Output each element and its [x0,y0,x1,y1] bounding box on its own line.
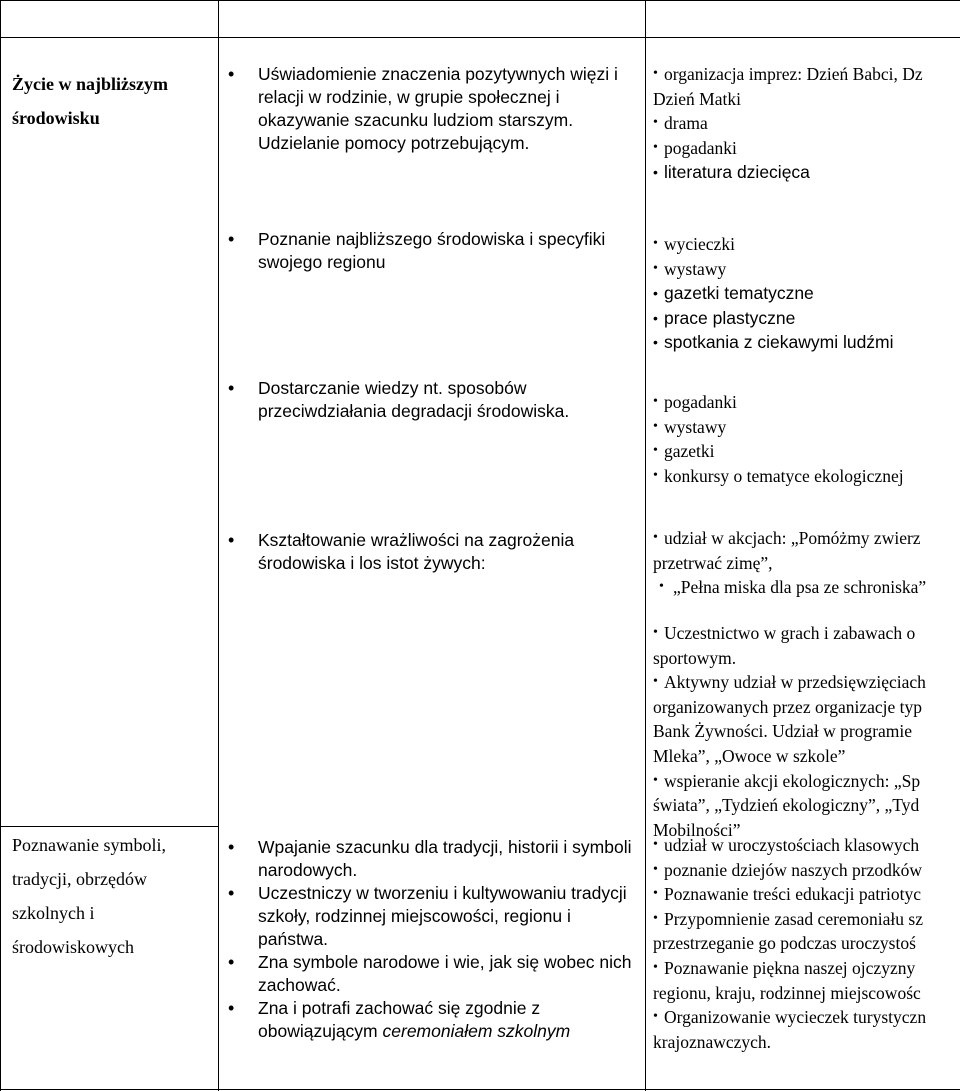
category-line: tradycji, obrzędów [12,869,147,889]
form-item: • Uczestnictwo w grach i zabawach o [653,621,960,646]
objective-item: • Uczestniczy w tworzeniu i kultywowaniu tradycji szkoły, rodzinnej miejscowości, regionu i państwa. [222,882,632,951]
form-item-continuation: Bank Żywności. Udział w programie [653,721,913,742]
objective-text-italic: ceremoniałem szkolnym [382,1021,571,1041]
form-item: • prace plastyczne [653,306,960,331]
form-item: • udział w uroczystościach klasowych [653,833,960,858]
category-line: Życie w najbliższym [12,74,168,94]
forms-row-1 [653,62,960,185]
form-item-continuation: Mleka”, „Owoce w szkole” [653,745,846,766]
form-item: • pogadanki [653,136,960,161]
objectives-row-6 [222,836,632,1043]
forms-row-5 [653,621,960,842]
form-item-continuation: krajoznawczych. [653,1031,772,1052]
objective-item: • Kształtowanie wrażliwości na zagrożenia środowiska i los istot żywych: [222,529,632,575]
form-item: • konkursy o tematyce ekologicznej [653,464,960,489]
forms-row-6 [653,833,960,1054]
form-item: • Aktywny udział w przedsięwzięciach [653,670,960,695]
form-item: • wycieczki [653,232,960,257]
objective-item: • Uświadomienie znaczenia pozytywnych więzi i relacji w rodzinie, w grupie społecznej i okazywanie szacunku ludziom starszym. Udzielanie pomocy potrzebującym. [222,63,632,155]
forms-row-2 [653,232,960,355]
table-column-divider-1 [218,0,219,1091]
form-item: • spotkania z ciekawymi ludźmi [653,330,960,355]
form-item-continuation: Dzień Matki [653,88,741,109]
forms-row-4 [653,526,960,600]
objective-item: • Poznanie najbliższego środowiska i specyfiki swojego regionu [222,228,632,274]
objective-text: Zna i potrafi zachować się zgodnie z obowiązującym [258,998,541,1041]
form-item: • „Pełna miska dla psa ze schroniska” [653,575,960,600]
category-line: środowisku [12,108,100,128]
objective-item [222,997,632,1043]
form-item-continuation: Mobilności” [653,819,741,840]
form-item: • udział w akcjach: „Pomóżmy zwierz [653,526,960,551]
form-item-continuation: organizowanych przez organizacje typ [653,696,923,717]
category-line: szkolnych i [12,903,95,923]
form-item: • literatura dziecięca [653,160,960,185]
objectives-row-1 [222,63,632,155]
category-line: Poznawanie symboli, [12,835,166,855]
objective-item: • Dostarczanie wiedzy nt. sposobów przeciwdziałania degradacji środowiska. [222,377,632,423]
table-column-divider-2 [645,0,646,1091]
form-item: • wystawy [653,415,960,440]
category-symbols-traditions [12,828,212,964]
table-header-bottom-border [0,37,960,38]
form-item: • gazetki [653,439,960,464]
form-item: • Przypomnienie zasad ceremoniału sz [653,907,960,932]
form-item-continuation: sportowym. [653,647,737,668]
form-item-continuation: świata”, „Tydzień ekologiczny”, „Tyd [653,795,920,816]
form-item: • Poznawanie treści edukacji patriotyc [653,882,960,907]
form-item: • wspieranie akcji ekologicznych: „Sp [653,769,960,794]
form-item-continuation: regionu, kraju, rodzinnej miejscowośc [653,982,921,1003]
objective-item: • Wpajanie szacunku dla tradycji, historii i symboli narodowych. [222,836,632,882]
objective-item: • Zna symbole narodowe i wie, jak się wobec nich zachować. [222,951,632,997]
form-item-continuation: przetrwać zimę”, [653,552,773,573]
form-item-continuation: przestrzeganie go podczas uroczystoś [653,933,916,954]
objectives-row-4 [222,529,632,575]
forms-row-3 [653,390,960,488]
table-border-top [0,0,960,1]
objectives-row-3 [222,377,632,423]
table-row-divider [0,826,218,827]
objectives-row-2 [222,228,632,274]
form-item: • pogadanki [653,390,960,415]
category-life-in-environment [12,67,212,135]
category-line: środowiskowych [12,937,134,957]
form-item: • drama [653,111,960,136]
form-item: • Poznawanie piękna naszej ojczyzny [653,956,960,981]
form-item: • wystawy [653,257,960,282]
form-item: • Organizowanie wycieczek turystyczn [653,1005,960,1030]
table-bottom-border [0,1089,960,1090]
table-border-left [0,0,1,1091]
form-item: • organizacja imprez: Dzień Babci, Dz [653,62,960,87]
form-item: • gazetki tematyczne [653,281,960,306]
form-item: • poznanie dziejów naszych przodków [653,858,960,883]
